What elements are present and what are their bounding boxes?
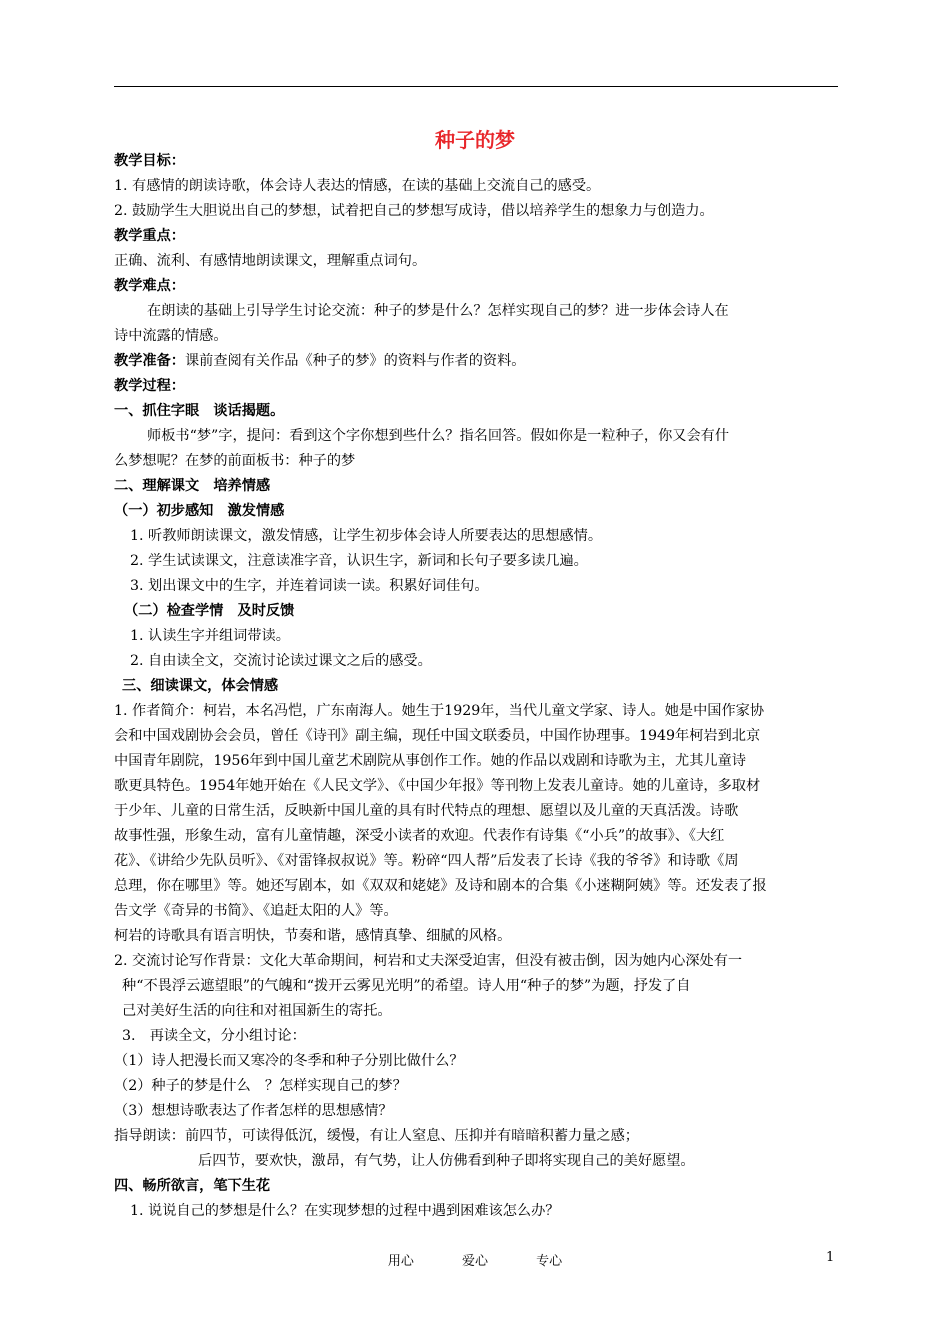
text-line xyxy=(122,1001,862,1021)
text-line xyxy=(114,876,854,896)
line-rest-text: 课前查阅有关作品《种子的梦》的资料与作者的资料。 xyxy=(184,353,526,369)
text-line xyxy=(114,851,854,871)
text-line xyxy=(114,951,854,971)
line-text: 会和中国戏剧协会会员，曾任《诗刊》副主编，现任中国文联委员，中国作协理事。1949年柯岩到北京 xyxy=(114,728,761,744)
line-text: 师板书“梦”字，提问：看到这个字你想到些什么？指名回答。假如你是一粒种子，你又会有什 xyxy=(147,428,730,444)
text-line xyxy=(114,701,854,721)
text-line xyxy=(130,1201,870,1221)
line-text: 中国青年剧院，1956年到中国儿童艺术剧院从事创作工作。她的作品以戏剧和诗歌为主，尤其儿童诗 xyxy=(114,753,746,769)
page-number: 1 xyxy=(826,1250,835,1265)
section-heading xyxy=(124,601,864,621)
line-text: 3. 再读全文，分小组讨论： xyxy=(122,1028,306,1044)
line-text: 一、抓住字眼 谈话揭题。 xyxy=(114,403,285,419)
text-line xyxy=(114,726,854,746)
text-line xyxy=(114,1051,854,1071)
line-text: 2. 交流讨论写作背景：文化大革命期间，柯岩和丈夫深受迫害，但没有被击倒，因为她内心深处有一 xyxy=(114,953,743,969)
line-text: 么梦想呢？在梦的前面板书：种子的梦 xyxy=(114,453,356,469)
line-text: 2. 学生试读课文，注意读准字音，认识生字，新词和长句子要多读几遍。 xyxy=(130,553,588,569)
text-line xyxy=(114,1126,854,1146)
page-footer xyxy=(0,1250,950,1269)
section-heading xyxy=(114,501,854,521)
section-heading xyxy=(114,376,854,396)
text-line xyxy=(114,1101,854,1121)
line-text: 指导朗读：前四节，可读得低沉，缓慢，有让人窒息、压抑并有暗暗积蓄力量之感； xyxy=(114,1128,639,1144)
line-text: 四、畅所欲言，笔下生花 xyxy=(114,1178,271,1194)
footer-left: 用心 xyxy=(387,1254,414,1269)
line-text: 诗中流露的情感。 xyxy=(114,328,228,344)
line-text: （一）初步感知 激发情感 xyxy=(114,503,285,519)
section-heading xyxy=(114,276,854,296)
line-text: 二、理解课文 培养情感 xyxy=(114,478,271,494)
text-line xyxy=(114,451,854,471)
section-heading xyxy=(114,226,854,246)
text-line xyxy=(130,526,870,546)
footer-middle: 爱心 xyxy=(461,1254,488,1269)
line-text: 告文学《奇异的书简》、《追赶太阳的人》等。 xyxy=(114,903,398,919)
section-heading xyxy=(114,351,854,371)
line-text: 教学重点： xyxy=(114,228,185,244)
line-text: 1. 说说自己的梦想是什么？在实现梦想的过程中遇到困难该怎么办？ xyxy=(130,1203,560,1219)
line-text: 花》、《讲给少先队员听》、《对雷锋叔叔说》等。粉碎“四人帮”后发表了长诗《我的爷爷》和诗歌《周 xyxy=(114,853,739,869)
text-line xyxy=(114,926,854,946)
line-text: （2）种子的梦是什么 ？怎样实现自己的梦？ xyxy=(114,1078,407,1094)
line-text: （3）想想诗歌表达了作者怎样的思想感情？ xyxy=(114,1103,393,1119)
text-line xyxy=(114,326,854,346)
line-text: （二）检查学情 及时反馈 xyxy=(124,603,295,619)
line-text: 柯岩的诗歌具有语言明快，节奏和谐，感情真挚、细腻的风格。 xyxy=(114,928,512,944)
section-heading xyxy=(122,676,862,696)
text-line xyxy=(114,1076,854,1096)
line-text: 教学准备： xyxy=(114,353,185,369)
section-heading xyxy=(114,1176,854,1196)
text-line xyxy=(147,426,887,446)
text-line xyxy=(114,801,854,821)
line-text: 教学目标： xyxy=(114,153,185,169)
section-heading xyxy=(114,151,854,171)
document-title: 种子的梦 xyxy=(435,128,515,152)
line-text: 教学过程： xyxy=(114,378,185,394)
footer-right: 专心 xyxy=(536,1254,563,1269)
line-text: 1. 有感情的朗读诗歌，体会诗人表达的情感，在读的基础上交流自己的感受。 xyxy=(114,178,601,194)
text-line xyxy=(130,626,870,646)
line-text: 种“不畏浮云遮望眼”的气魄和“拨开云雾见光明”的希望。诗人用“种子的梦”为题，抒发了自 xyxy=(122,978,691,994)
line-text: 三、细读课文，体会情感 xyxy=(122,678,279,694)
text-line xyxy=(114,901,854,921)
line-text: 1. 听教师朗读课文，激发情感，让学生初步体会诗人所要表达的思想感情。 xyxy=(130,528,603,544)
line-text: 故事性强，形象生动，富有儿童情趣，深受小读者的欢迎。代表作有诗集《“小兵”的故事》、《大红 xyxy=(114,828,725,844)
line-text: 2. 自由读全文，交流讨论读过课文之后的感受。 xyxy=(130,653,432,669)
text-line xyxy=(122,976,862,996)
line-text: 1. 认读生字并组词带读。 xyxy=(130,628,290,644)
text-line xyxy=(130,576,870,596)
text-line xyxy=(122,1026,862,1046)
section-heading xyxy=(114,401,854,421)
text-line xyxy=(114,776,854,796)
line-text: 正确、流利、有感情地朗读课文，理解重点词句。 xyxy=(114,253,427,269)
text-line xyxy=(114,176,854,196)
line-text: （1）诗人把漫长而又寒冷的冬季和种子分别比做什么？ xyxy=(114,1053,464,1069)
line-text: 总理，你在哪里》等。她还写剧本，如《双双和姥姥》及诗和剧本的合集《小迷糊阿姨》等。还发表了报 xyxy=(114,878,767,894)
line-text: 在朗读的基础上引导学生讨论交流：种子的梦是什么？怎样实现自己的梦？进一步体会诗人在 xyxy=(147,303,729,319)
text-line xyxy=(114,201,854,221)
text-line xyxy=(114,251,854,271)
line-text: 1. 作者简介：柯岩，本名冯恺，广东南海人。她生于1929年，当代儿童文学家、诗人。她是中国作家协 xyxy=(114,703,765,719)
line-text: 后四节，要欢快，激昂，有气势，让人仿佛看到种子即将实现自己的美好愿望。 xyxy=(198,1153,695,1169)
text-line xyxy=(114,751,854,771)
line-text: 歌更具特色。1954年她开始在《人民文学》、《中国少年报》等刊物上发表儿童诗。她的儿童诗，多取材 xyxy=(114,778,761,794)
text-line xyxy=(114,826,854,846)
header-rule xyxy=(114,86,838,87)
line-text: 己对美好生活的向往和对祖国新生的寄托。 xyxy=(122,1003,392,1019)
text-line xyxy=(198,1151,938,1171)
text-line xyxy=(147,301,887,321)
line-text: 2. 鼓励学生大胆说出自己的梦想，试着把自己的梦想写成诗，借以培养学生的想象力与创造力。 xyxy=(114,203,714,219)
line-text: 教学难点： xyxy=(114,278,185,294)
text-line xyxy=(130,651,870,671)
line-text: 于少年、儿童的日常生活，反映新中国儿童的具有时代特点的理想、愿望以及儿童的天真活泼。诗歌 xyxy=(114,803,739,819)
section-heading xyxy=(114,476,854,496)
line-text: 3. 划出课文中的生字，并连着词读一读。积累好词佳句。 xyxy=(130,578,489,594)
text-line xyxy=(130,551,870,571)
